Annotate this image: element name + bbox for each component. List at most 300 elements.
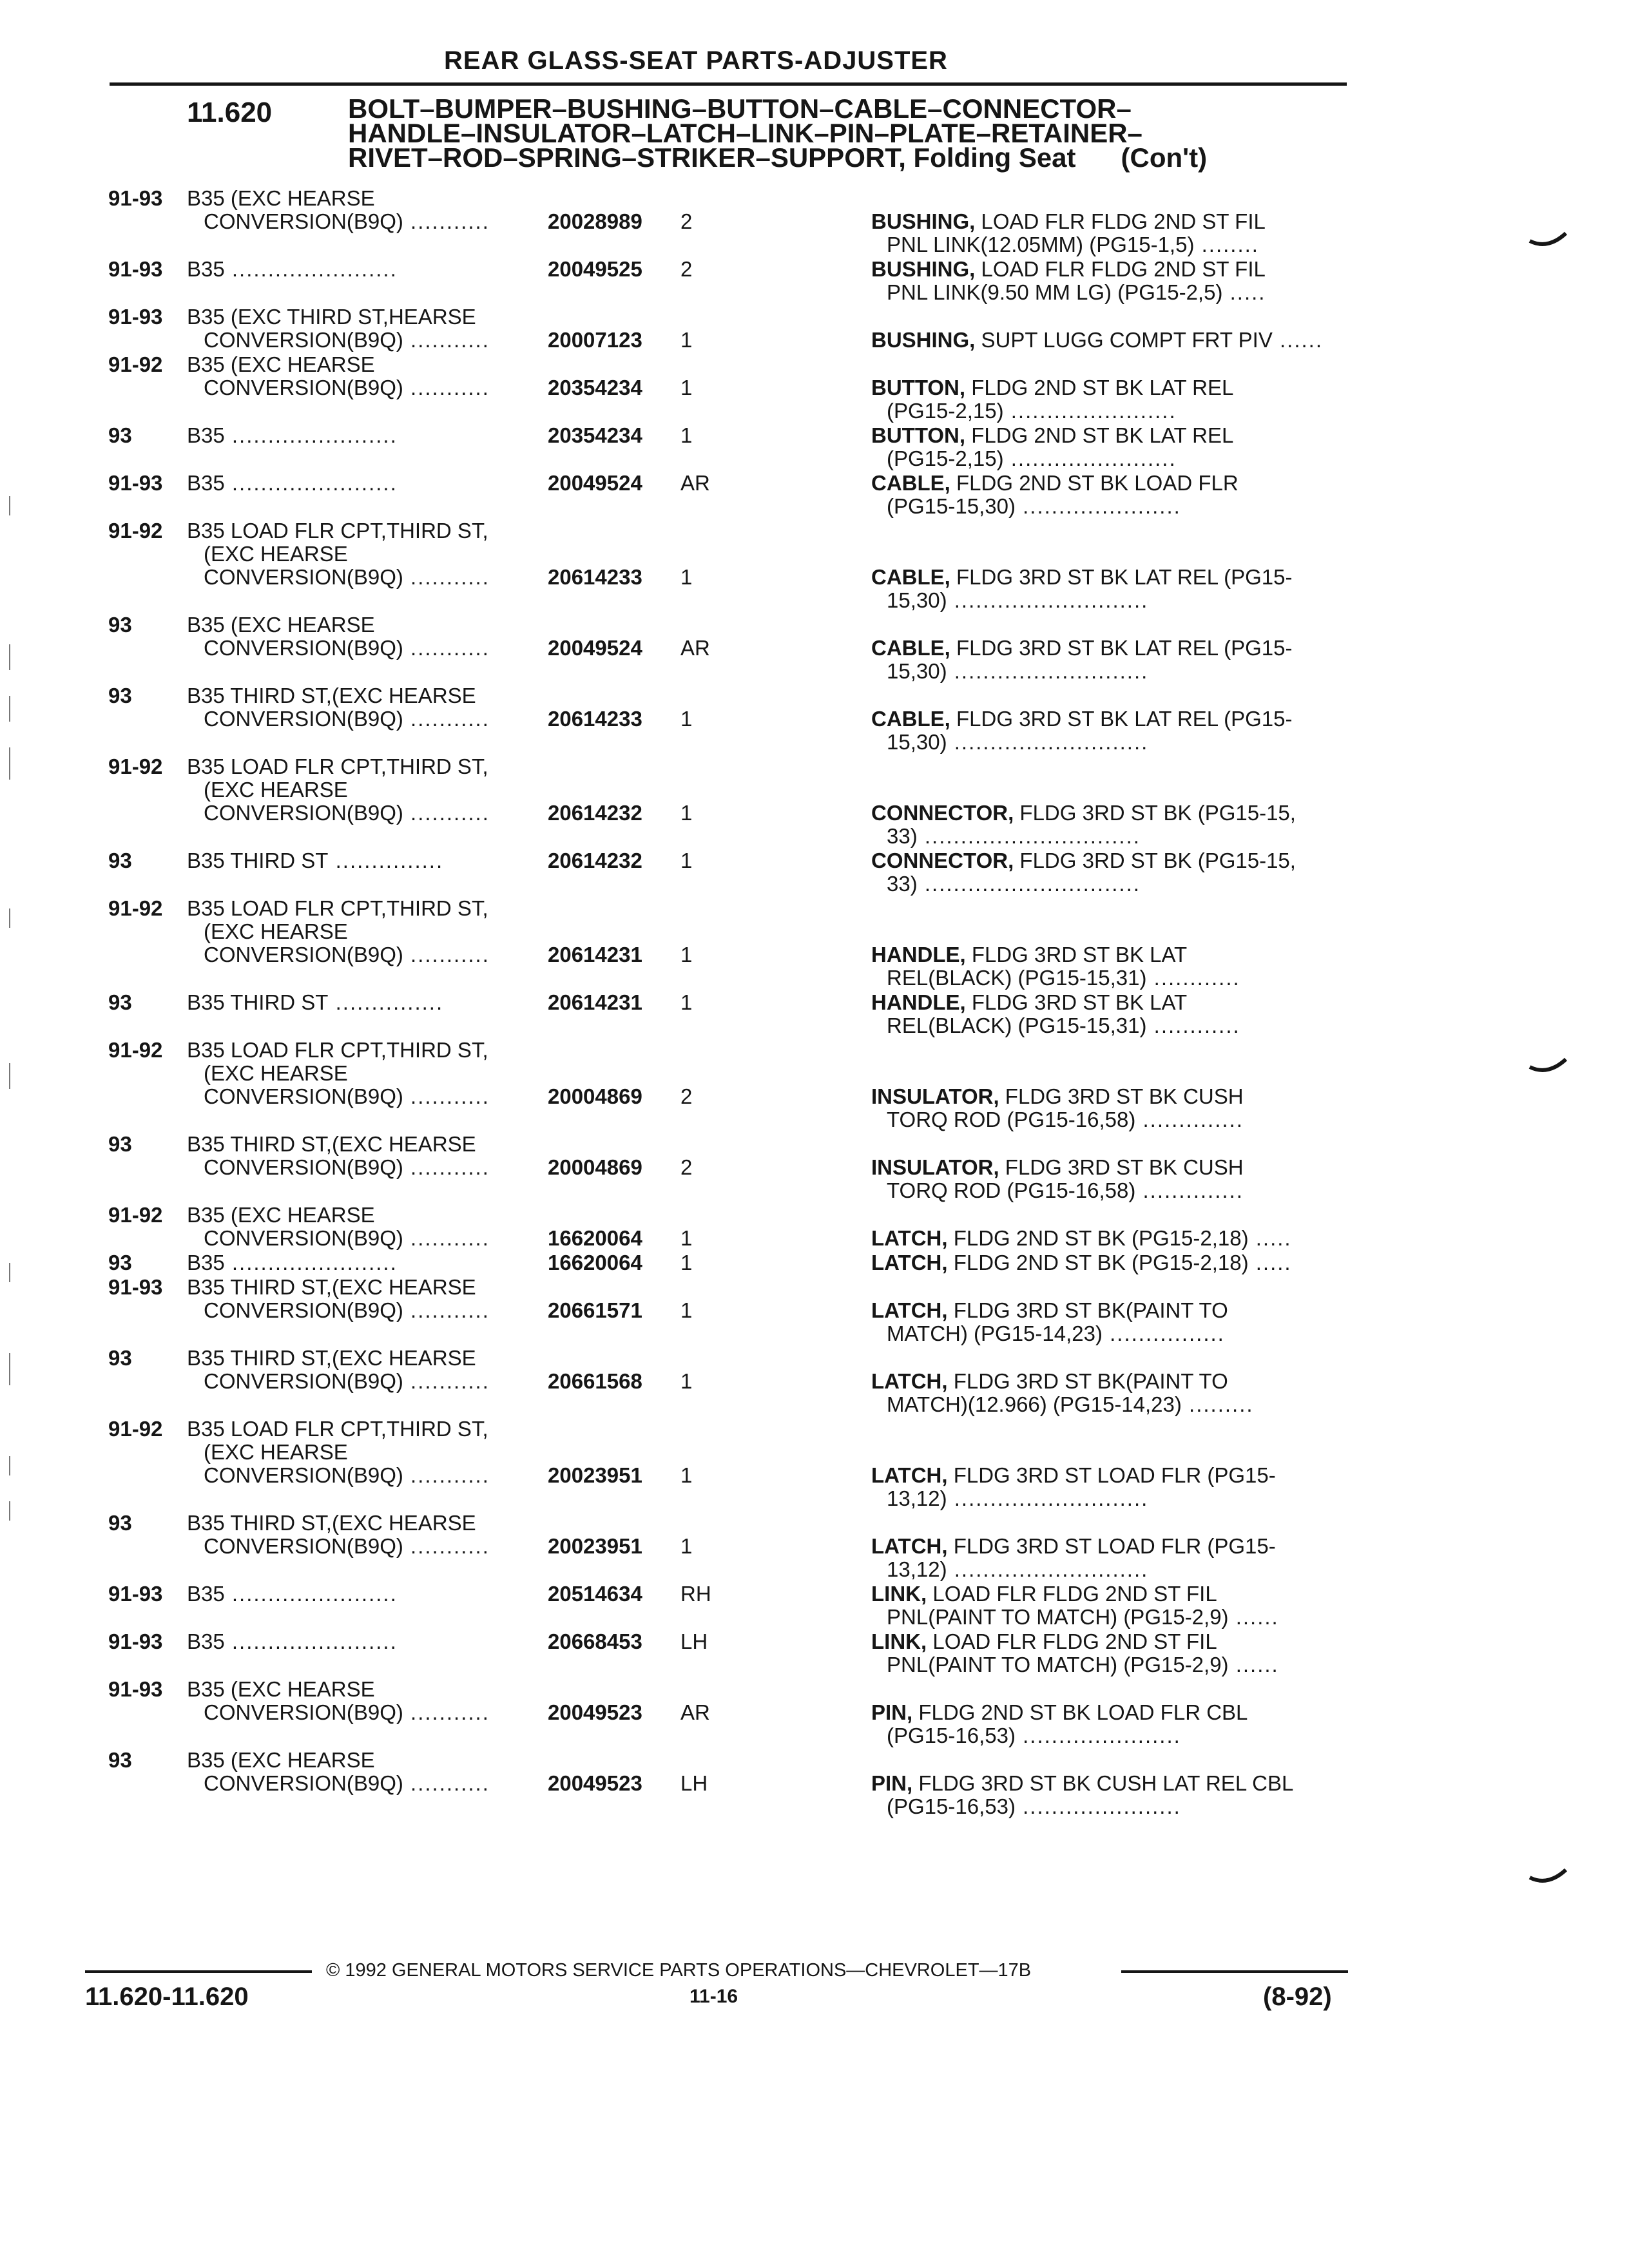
leader-dots: ....................... [224, 471, 398, 495]
entry-part-number: 20614233 [548, 707, 642, 731]
entry-model [204, 1370, 490, 1393]
entry-model-text: B35 THIRD ST,(EXC HEARSE [187, 684, 476, 707]
entry-year: 93 [108, 1748, 132, 1772]
entry-model-text: B35 [187, 257, 225, 281]
entry-quantity: LH [680, 1771, 708, 1795]
entry-model [204, 376, 490, 399]
leader-dots: ......... [1181, 1392, 1254, 1416]
entry-year: 91-92 [108, 519, 163, 543]
entry-description [887, 1795, 1181, 1818]
leader-dots: ...................... [1015, 1724, 1181, 1747]
entry-model-text: B35 [187, 471, 225, 495]
entry-model [204, 329, 490, 352]
entry-part-number: 20023951 [548, 1463, 642, 1487]
section-title [348, 93, 1208, 173]
leader-dots: ........... [403, 1226, 490, 1250]
entry-part-number: 20354234 [548, 376, 642, 399]
entry-description [871, 210, 1266, 233]
entry-model [204, 1701, 490, 1724]
entry-model-text: B35 (EXC HEARSE [187, 613, 375, 637]
entry-description-text: FLDG 3RD ST BK(PAINT TO [953, 1298, 1228, 1322]
leader-dots: ........... [403, 1155, 490, 1179]
entry-year: 93 [108, 849, 132, 872]
entry-description-text: LOAD FLR FLDG 2ND ST FIL [932, 1582, 1217, 1606]
entry-model [187, 424, 398, 447]
entry-model [204, 1062, 348, 1085]
check-mark-icon [1528, 231, 1568, 250]
entry-description [871, 1772, 1293, 1795]
entry-model-text: CONVERSION(B9Q) [204, 1771, 403, 1795]
entry-part-number: 20049524 [548, 471, 642, 495]
entry-part-number: 20004869 [548, 1084, 642, 1108]
entry-model-text: (EXC HEARSE [204, 1061, 348, 1085]
leader-dots: ........................... [947, 588, 1149, 612]
entry-model [187, 187, 375, 210]
entry-description [871, 1464, 1276, 1487]
entry-part-name: LATCH, [871, 1534, 948, 1558]
entry-model [187, 258, 398, 281]
leader-dots: ............... [328, 849, 444, 872]
entry-year: 91-93 [108, 1629, 163, 1653]
entry-part-number: 20004869 [548, 1155, 642, 1179]
entry-model-text: CONVERSION(B9Q) [204, 801, 403, 825]
entry-model [187, 1204, 375, 1227]
entry-quantity: 1 [680, 1534, 693, 1558]
entry-part-number: 20661571 [548, 1298, 642, 1322]
entry-part-number: 20028989 [548, 209, 642, 233]
entry-model-text: B35 LOAD FLR CPT,THIRD ST, [187, 519, 488, 543]
entry-year: 91-93 [108, 186, 163, 210]
entry-model-text: B35 THIRD ST,(EXC HEARSE [187, 1275, 476, 1299]
entry-description [887, 825, 1141, 848]
entry-year: 91-92 [108, 896, 163, 920]
entry-year: 93 [108, 990, 132, 1014]
entry-model-text: B35 (EXC HEARSE [187, 1748, 375, 1772]
leader-dots: ...... [1272, 328, 1324, 352]
entry-year: 91-93 [108, 471, 163, 495]
entry-model-text: B35 [187, 1629, 225, 1653]
leader-dots: ..... [1222, 280, 1266, 304]
entry-year: 91-93 [108, 1582, 163, 1606]
entry-model [187, 1133, 476, 1156]
leader-dots: ........... [403, 707, 490, 731]
entry-model [187, 849, 443, 872]
entry-quantity: 1 [680, 801, 693, 825]
entry-description-text: TORQ ROD (PG15-16,58) [887, 1178, 1136, 1202]
entry-model-text: B35 (EXC HEARSE [187, 1203, 375, 1227]
entry-model [204, 637, 490, 660]
entry-model [204, 802, 490, 825]
entry-model [204, 1441, 348, 1464]
entry-quantity: AR [680, 471, 710, 495]
entry-model [204, 566, 490, 589]
entry-description [887, 1014, 1240, 1037]
leader-dots: .............................. [917, 872, 1141, 896]
entry-model-text: B35 THIRD ST,(EXC HEARSE [187, 1511, 476, 1535]
entry-description [871, 1156, 1244, 1179]
entry-description-text: MATCH) (PG15-14,23) [887, 1321, 1103, 1345]
entry-quantity: RH [680, 1582, 711, 1606]
leader-dots: ...... [1228, 1653, 1279, 1677]
entry-quantity: 1 [680, 943, 693, 966]
entry-description [871, 1630, 1217, 1653]
entry-part-name: LINK, [871, 1629, 927, 1653]
entry-description [871, 1299, 1228, 1322]
leader-dots: ...... [1228, 1605, 1279, 1629]
entry-description [871, 258, 1266, 281]
entry-part-name: CABLE, [871, 636, 950, 660]
entry-part-name: CONNECTOR, [871, 801, 1014, 825]
entry-description-text: FLDG 3RD ST BK LAT [971, 990, 1188, 1014]
entry-description-text: FLDG 2ND ST BK LAT REL [971, 376, 1234, 399]
entry-part-name: LATCH, [871, 1463, 948, 1487]
entry-part-number: 20668453 [548, 1629, 642, 1653]
scan-edge-marks [6, 0, 13, 2268]
entry-model [204, 543, 348, 566]
entry-description [887, 1724, 1181, 1747]
entry-model-text: B35 (EXC HEARSE [187, 186, 375, 210]
entry-year: 91-93 [108, 1275, 163, 1299]
entry-year: 93 [108, 684, 132, 707]
entry-description-text: 13,12) [887, 1486, 947, 1510]
entry-description-text: FLDG 3RD ST BK LAT REL (PG15- [956, 707, 1293, 731]
entry-description-text: SUPT LUGG COMPT FRT PIV [981, 328, 1273, 352]
leader-dots: ........... [403, 1084, 490, 1108]
leader-dots: .............................. [917, 824, 1141, 848]
entry-description [887, 233, 1259, 256]
entry-part-number: 20614232 [548, 849, 642, 872]
entry-part-name: INSULATOR, [871, 1084, 999, 1108]
entry-year: 93 [108, 423, 132, 447]
entry-description [887, 399, 1177, 423]
entry-quantity: 2 [680, 209, 693, 233]
leader-dots: ........... [403, 636, 490, 660]
entry-model [204, 1535, 490, 1558]
entry-quantity: 1 [680, 1226, 693, 1250]
page-header: REAR GLASS-SEAT PARTS-ADJUSTER [444, 46, 948, 75]
entry-description-text: FLDG 3RD ST BK (PG15-15, [1019, 849, 1296, 872]
entry-part-number: 20614231 [548, 990, 642, 1014]
footer-page-number: 11-16 [689, 1986, 738, 2007]
entry-description-text: (PG15-2,15) [887, 447, 1004, 470]
leader-dots: ........... [403, 1369, 490, 1393]
entry-year: 91-92 [108, 754, 163, 778]
leader-dots: .............. [1135, 1178, 1244, 1202]
leader-dots: ....................... [1003, 447, 1177, 470]
check-mark-icon [1528, 1867, 1568, 1887]
entry-year: 91-92 [108, 1417, 163, 1441]
section-title-line-2: HANDLE–INSULATOR–LATCH–LINK–PIN–PLATE–RETAINER– [348, 118, 1142, 148]
entry-description-text: REL(BLACK) (PG15-15,31) [887, 1014, 1147, 1037]
entry-model-text: CONVERSION(B9Q) [204, 1155, 403, 1179]
entry-description-text: FLDG 3RD ST BK LAT [971, 943, 1188, 966]
entry-model-text: B35 LOAD FLR CPT,THIRD ST, [187, 754, 488, 778]
entry-model-text: CONVERSION(B9Q) [204, 328, 403, 352]
continued-label: (Con't) [1121, 142, 1208, 173]
entry-description-text: (PG15-15,30) [887, 494, 1016, 518]
footer-date: (8-92) [1263, 1983, 1332, 2011]
entry-description [871, 1582, 1217, 1606]
entry-quantity: 1 [680, 1298, 693, 1322]
leader-dots: ........... [403, 1534, 490, 1558]
entry-description [871, 376, 1233, 399]
entry-model-text: CONVERSION(B9Q) [204, 376, 403, 399]
entry-description-text: 15,30) [887, 588, 947, 612]
entry-quantity: 2 [680, 1155, 693, 1179]
leader-dots: ............ [1146, 1014, 1240, 1037]
entry-quantity: 1 [680, 1369, 693, 1393]
entry-description-text: 33) [887, 824, 918, 848]
entry-description [887, 1606, 1279, 1629]
entry-part-name: INSULATOR, [871, 1155, 999, 1179]
leader-dots: ....................... [224, 423, 398, 447]
entry-part-number: 20354234 [548, 423, 642, 447]
entry-model-text: B35 LOAD FLR CPT,THIRD ST, [187, 1417, 488, 1441]
entry-year: 93 [108, 1346, 132, 1370]
entry-model [187, 353, 375, 376]
entry-description [887, 1179, 1244, 1202]
entry-part-number: 16620064 [548, 1251, 642, 1274]
entry-part-name: LATCH, [871, 1251, 948, 1274]
entry-description-text: LOAD FLR FLDG 2ND ST FIL [981, 209, 1266, 233]
entry-part-name: LATCH, [871, 1226, 948, 1250]
entry-description-text: FLDG 3RD ST BK CUSH LAT REL CBL [918, 1771, 1294, 1795]
entry-part-number: 20614232 [548, 801, 642, 825]
entry-description-text: FLDG 3RD ST BK(PAINT TO [953, 1369, 1228, 1393]
entry-part-name: LATCH, [871, 1369, 948, 1393]
entry-quantity: AR [680, 1700, 710, 1724]
entry-description-text: FLDG 3RD ST BK CUSH [1005, 1155, 1244, 1179]
entry-model-text: CONVERSION(B9Q) [204, 1298, 403, 1322]
section-title-line-3-text: RIVET–ROD–SPRING–STRIKER–SUPPORT, Folding Seat [348, 142, 1076, 173]
header-rule [110, 82, 1347, 86]
entry-year: 91-93 [108, 257, 163, 281]
entry-year: 91-93 [108, 305, 163, 329]
entry-model-text: B35 THIRD ST,(EXC HEARSE [187, 1132, 476, 1156]
entry-model-text: B35 (EXC THIRD ST,HEARSE [187, 305, 476, 329]
entry-model [187, 1582, 398, 1606]
entry-description [871, 849, 1296, 872]
entry-model-text: CONVERSION(B9Q) [204, 1463, 403, 1487]
entry-description [871, 472, 1239, 495]
entry-description-text: FLDG 2ND ST BK LOAD FLR CBL [918, 1700, 1248, 1724]
entry-part-number: 20614231 [548, 943, 642, 966]
entry-part-name: HANDLE, [871, 943, 966, 966]
entry-description-text: 15,30) [887, 659, 947, 683]
entry-model [204, 707, 490, 731]
entry-model [204, 1085, 490, 1108]
entry-description-text: (PG15-2,15) [887, 399, 1004, 423]
footer-rule-left [85, 1970, 312, 1973]
entry-model-text: CONVERSION(B9Q) [204, 1369, 403, 1393]
entry-description [887, 495, 1181, 518]
entry-description-text: LOAD FLR FLDG 2ND ST FIL [981, 257, 1266, 281]
entry-description-text: MATCH)(12.966) (PG15-14,23) [887, 1392, 1182, 1416]
entry-part-name: LINK, [871, 1582, 927, 1606]
entry-year: 93 [108, 1251, 132, 1274]
check-mark-icon [1528, 1057, 1568, 1076]
leader-dots: ....................... [224, 1629, 398, 1653]
entry-part-name: CABLE, [871, 471, 950, 495]
entry-description-text: FLDG 2ND ST BK LOAD FLR [956, 471, 1239, 495]
section-title-line-1: BOLT–BUMPER–BUSHING–BUTTON–CABLE–CONNECTOR– [348, 93, 1132, 124]
entry-part-number: 16620064 [548, 1226, 642, 1250]
leader-dots: ........... [403, 1700, 490, 1724]
entry-quantity: 1 [680, 423, 693, 447]
entry-description-text: (PG15-16,53) [887, 1724, 1016, 1747]
entry-description [887, 281, 1266, 304]
entry-quantity: 1 [680, 565, 693, 589]
entry-model [187, 1418, 488, 1441]
entry-model [204, 943, 490, 966]
entry-model [187, 1347, 476, 1370]
footer-rule-right [1121, 1970, 1348, 1973]
entry-part-number: 20614233 [548, 565, 642, 589]
entry-model [187, 1276, 476, 1299]
entry-model-text: CONVERSION(B9Q) [204, 1700, 403, 1724]
entry-description-text: FLDG 2ND ST BK (PG15-2,18) [953, 1251, 1249, 1274]
entry-model [187, 305, 476, 329]
entry-description [887, 1108, 1244, 1131]
entry-model-text: (EXC HEARSE [204, 1440, 348, 1464]
leader-dots: ........... [403, 565, 490, 589]
entry-quantity: 1 [680, 849, 693, 872]
section-title-line-3 [348, 142, 1208, 173]
entry-part-number: 20661568 [548, 1369, 642, 1393]
entry-model-text: CONVERSION(B9Q) [204, 636, 403, 660]
entry-part-name: HANDLE, [871, 990, 966, 1014]
leader-dots: ............... [328, 990, 444, 1014]
entry-description-text: FLDG 3RD ST LOAD FLR (PG15- [953, 1463, 1276, 1487]
entry-description [871, 566, 1292, 589]
entry-description [887, 872, 1141, 896]
entry-description-text: PNL LINK(12.05MM) (PG15-1,5) [887, 233, 1195, 256]
entry-model [187, 897, 488, 920]
entry-quantity: 1 [680, 1463, 693, 1487]
entry-description [871, 1370, 1228, 1393]
entry-model [187, 1749, 375, 1772]
entry-description [887, 731, 1148, 754]
entry-part-number: 20049524 [548, 636, 642, 660]
entry-description-text: FLDG 3RD ST BK CUSH [1005, 1084, 1244, 1108]
entry-description [887, 966, 1240, 990]
entry-model [187, 613, 375, 637]
entry-model-text: B35 LOAD FLR CPT,THIRD ST, [187, 1038, 488, 1062]
entry-description-text: 15,30) [887, 730, 947, 754]
entry-model-text: CONVERSION(B9Q) [204, 1084, 403, 1108]
entry-part-name: CONNECTOR, [871, 849, 1014, 872]
entry-model-text: B35 [187, 1251, 225, 1274]
entry-model [187, 755, 488, 778]
entry-year: 93 [108, 1132, 132, 1156]
entry-description-text: FLDG 3RD ST BK LAT REL (PG15- [956, 565, 1293, 589]
entry-description [871, 1085, 1244, 1108]
leader-dots: ..... [1248, 1226, 1292, 1250]
entry-model-text: (EXC HEARSE [204, 778, 348, 802]
entry-year: 93 [108, 613, 132, 637]
entry-description-text: PNL(PAINT TO MATCH) (PG15-2,9) [887, 1653, 1229, 1677]
entry-model-text: B35 [187, 423, 225, 447]
entry-part-name: LATCH, [871, 1298, 948, 1322]
entry-description [871, 424, 1233, 447]
entry-description [871, 1251, 1292, 1274]
leader-dots: ........................... [947, 1557, 1149, 1581]
leader-dots: .............. [1135, 1108, 1244, 1131]
entry-description-text: 33) [887, 872, 918, 896]
entry-part-name: CABLE, [871, 707, 950, 731]
entry-model-text: B35 THIRD ST,(EXC HEARSE [187, 1346, 476, 1370]
entry-model-text: B35 [187, 1582, 225, 1606]
entry-part-name: PIN, [871, 1771, 913, 1795]
entry-model-text: B35 THIRD ST [187, 990, 329, 1014]
entry-model [204, 1299, 490, 1322]
entry-description [871, 802, 1296, 825]
entry-part-number: 20007123 [548, 328, 642, 352]
entry-description-text: FLDG 2ND ST BK (PG15-2,18) [953, 1226, 1249, 1250]
entry-description-text: 13,12) [887, 1557, 947, 1581]
entry-model [187, 1678, 375, 1701]
entry-description-text: (PG15-16,53) [887, 1794, 1016, 1818]
entry-model-text: B35 (EXC HEARSE [187, 1677, 375, 1701]
footer-copyright: © 1992 GENERAL MOTORS SERVICE PARTS OPERATIONS—CHEVROLET—17B [326, 1960, 1032, 1981]
leader-dots: ....................... [224, 257, 398, 281]
leader-dots: ...................... [1015, 494, 1181, 518]
entry-description [887, 1653, 1279, 1677]
entry-part-number: 20514634 [548, 1582, 642, 1606]
entry-description [871, 329, 1323, 352]
leader-dots: ........ [1194, 233, 1259, 256]
entry-year: 91-92 [108, 352, 163, 376]
entry-year: 91-93 [108, 1677, 163, 1701]
entry-model [204, 1464, 490, 1487]
entry-model-text: B35 THIRD ST [187, 849, 329, 872]
leader-dots: ........... [403, 209, 490, 233]
leader-dots: ........... [403, 943, 490, 966]
entry-model-text: CONVERSION(B9Q) [204, 1226, 403, 1250]
leader-dots: ................ [1102, 1321, 1225, 1345]
entry-part-name: BUSHING, [871, 257, 976, 281]
entry-year: 93 [108, 1511, 132, 1535]
leader-dots: ............ [1146, 966, 1240, 990]
entry-model-text: CONVERSION(B9Q) [204, 943, 403, 966]
entry-description-text: FLDG 3RD ST BK LAT REL (PG15- [956, 636, 1293, 660]
entry-model [187, 1251, 398, 1274]
entry-description [871, 1701, 1248, 1724]
entry-model-text: CONVERSION(B9Q) [204, 565, 403, 589]
entry-model-text: CONVERSION(B9Q) [204, 707, 403, 731]
entry-model-text: CONVERSION(B9Q) [204, 1534, 403, 1558]
entry-description-text: FLDG 2ND ST BK LAT REL [971, 423, 1234, 447]
entry-year: 91-92 [108, 1038, 163, 1062]
entry-description-text: FLDG 3RD ST BK (PG15-15, [1019, 801, 1296, 825]
entry-description [887, 660, 1148, 683]
entry-description [871, 707, 1292, 731]
entry-description [871, 1227, 1292, 1250]
entry-model-text: (EXC HEARSE [204, 542, 348, 566]
entry-description-text: PNL LINK(9.50 MM LG) (PG15-2,5) [887, 280, 1223, 304]
entry-model [204, 1156, 490, 1179]
entry-description [887, 1393, 1254, 1416]
leader-dots: ........... [403, 1298, 490, 1322]
entry-model [204, 210, 490, 233]
entry-description-text: FLDG 3RD ST LOAD FLR (PG15- [953, 1534, 1276, 1558]
entry-part-number: 20049523 [548, 1700, 642, 1724]
entry-part-name: CABLE, [871, 565, 950, 589]
entry-description [887, 1322, 1225, 1345]
entry-part-name: BUTTON, [871, 423, 966, 447]
entry-quantity: 2 [680, 1084, 693, 1108]
entry-quantity: 1 [680, 328, 693, 352]
